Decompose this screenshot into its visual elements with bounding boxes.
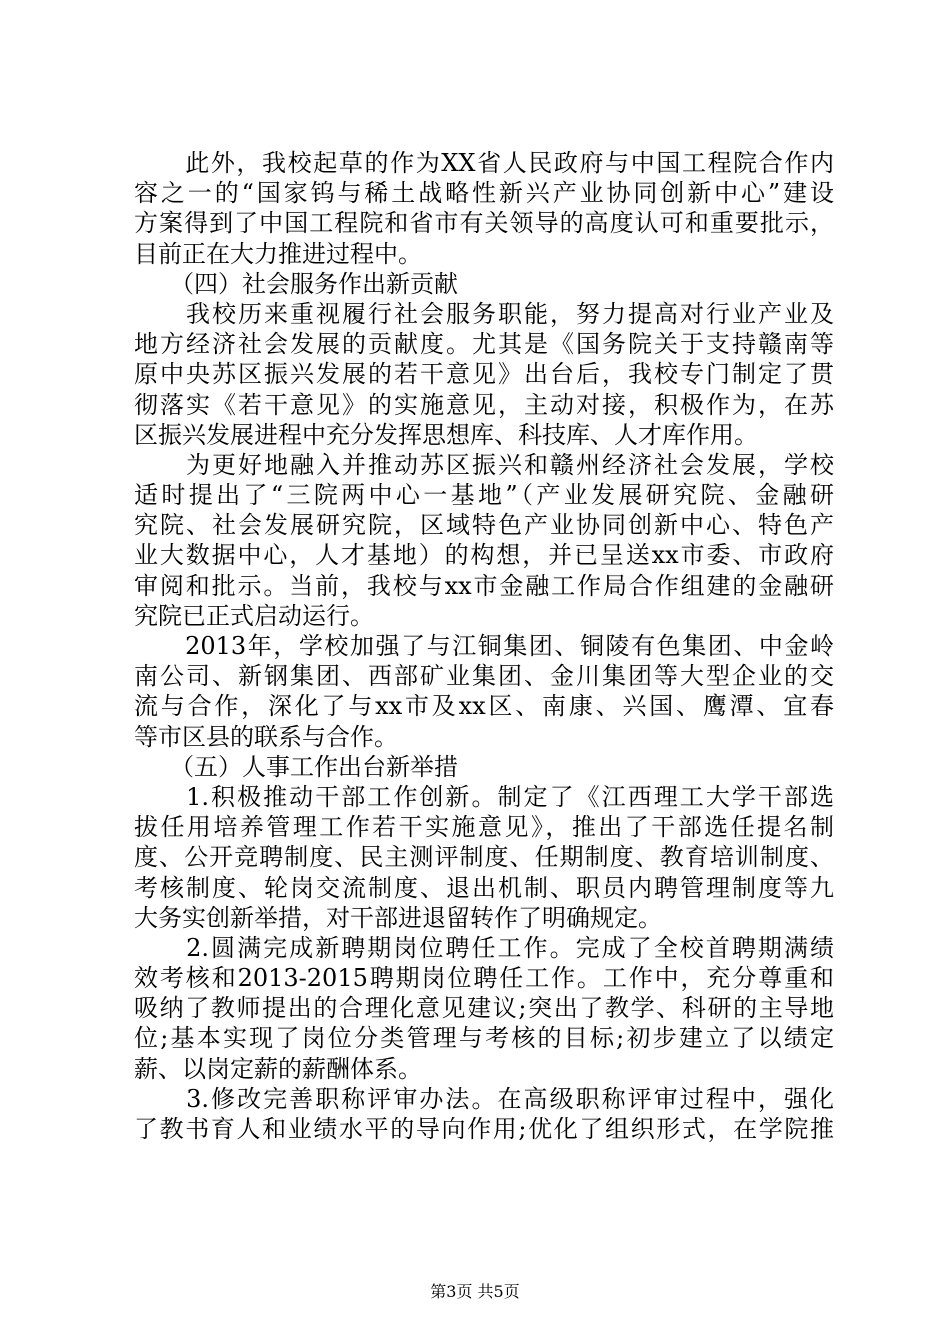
text-line: 拔任用培养管理工作若干实施意见》，推出了干部选任提名制 — [134, 813, 834, 842]
text-line: 区振兴发展进程中充分发挥思想库、科技库、人才库作用。 — [134, 420, 758, 449]
text-line: 地方经济社会发展的贡献度。尤其是《国务院关于支持赣南等 — [134, 330, 834, 359]
text-line: 南公司、新钢集团、西部矿业集团、金川集团等大型企业的交 — [134, 662, 834, 691]
text-line: 3.修改完善职称评审办法。在高级职称评审过程中，强化 — [134, 1084, 834, 1113]
text-line: 流与合作，深化了与xx市及xx区、南康、兴国、鹰潭、宜春 — [134, 692, 834, 721]
text-line: 等市区县的联系与合作。 — [134, 722, 398, 751]
text-line: 考核制度、轮岗交流制度、退出机制、职员内聘管理制度等九 — [134, 873, 834, 902]
text-line: 位;基本实现了岗位分类管理与考核的目标;初步建立了以绩定 — [134, 1024, 834, 1053]
text-line: 究院已正式启动运行。 — [134, 601, 374, 630]
document-body — [134, 148, 834, 1144]
text-line: 此外，我校起草的作为XX省人民政府与中国工程院合作内 — [134, 149, 834, 177]
text-line: 彻落实《若干意见》的实施意见，主动对接，积极作为，在苏 — [134, 390, 834, 419]
text-line: 适时提出了“三院两中心一基地”（产业发展研究院、金融研 — [134, 481, 834, 510]
text-line: 容之一的“国家钨与稀土战略性新兴产业协同创新中心”建设 — [134, 179, 834, 208]
text-line: 我校历来重视履行社会服务职能，努力提高对行业产业及 — [134, 299, 834, 328]
text-line: 效考核和2013-2015聘期岗位聘任工作。工作中，充分尊重和 — [134, 964, 834, 993]
text-line: 度、公开竞聘制度、民主测评制度、任期制度、教育培训制度、 — [134, 843, 834, 872]
page-footer: 第3页 共5页 — [430, 1282, 520, 1301]
text-line: （五）人事工作出台新举措 — [134, 752, 458, 781]
text-line: 2013年，学校加强了与江铜集团、铜陵有色集团、中金岭 — [134, 632, 834, 660]
text-line: 1.积极推动干部工作创新。制定了《江西理工大学干部选 — [134, 782, 834, 811]
text-line: 业大数据中心，人才基地）的构想，并已呈送xx市委、市政府 — [134, 541, 834, 570]
text-line: 2.圆满完成新聘期岗位聘任工作。完成了全校首聘期满绩 — [134, 933, 834, 962]
text-line: 吸纳了教师提出的合理化意见建议;突出了教学、科研的主导地 — [134, 994, 834, 1023]
text-line: 薪、以岗定薪的薪酬体系。 — [134, 1054, 422, 1083]
text-line: 了教书育人和业绩水平的导向作用;优化了组织形式，在学院推 — [134, 1115, 834, 1143]
text-line: 为更好地融入并推动苏区振兴和赣州经济社会发展，学校 — [134, 450, 834, 479]
text-line: 方案得到了中国工程院和省市有关领导的高度认可和重要批示， — [134, 209, 834, 238]
text-line: 究院、社会发展研究院，区域特色产业协同创新中心、特色产 — [134, 511, 834, 540]
text-line: 原中央苏区振兴发展的若干意见》出台后，我校专门制定了贯 — [134, 360, 834, 389]
text-line: 目前正在大力推进过程中。 — [134, 239, 422, 268]
text-line: 审阅和批示。当前，我校与xx市金融工作局合作组建的金融研 — [134, 571, 834, 600]
text-line: （四）社会服务作出新贡献 — [134, 269, 458, 298]
text-line: 大务实创新举措，对干部进退留转作了明确规定。 — [134, 903, 662, 932]
